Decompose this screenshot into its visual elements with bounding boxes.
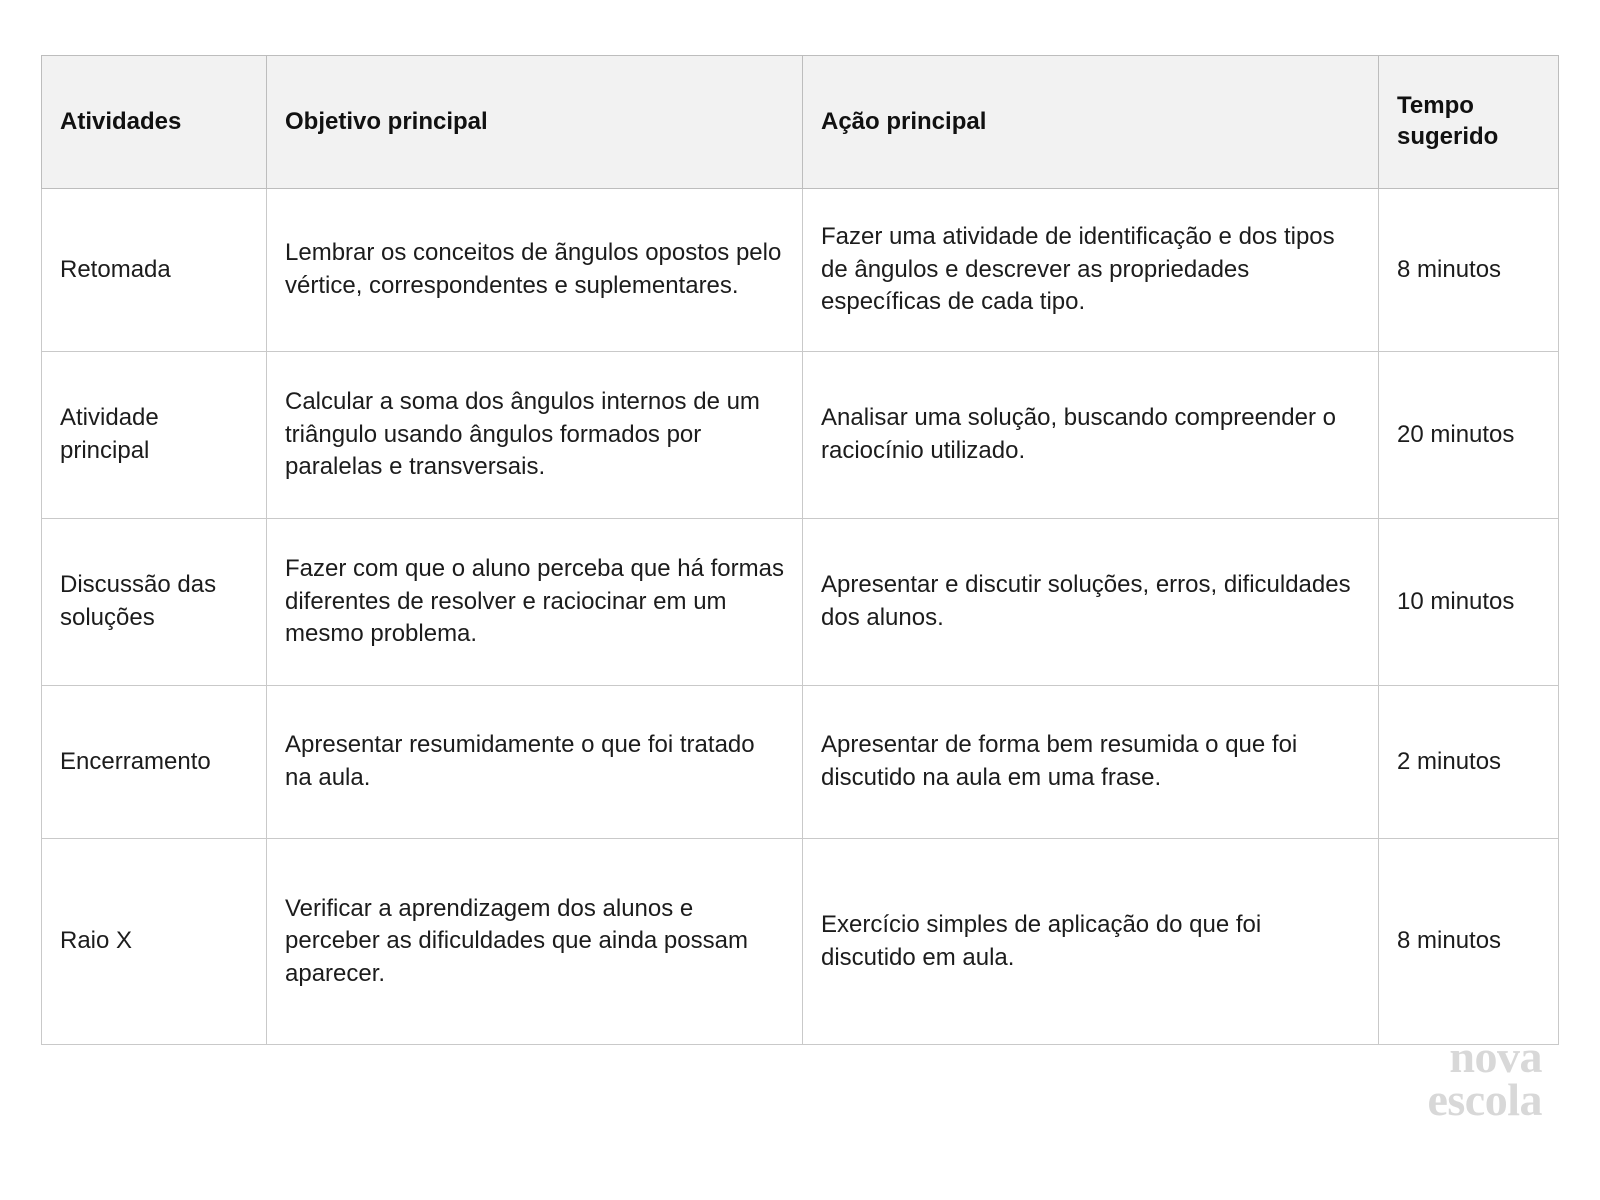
cell-objetivo: Calcular a soma dos ângulos internos de um triângulo usando ângulos formados por paralelas e transversais. bbox=[267, 352, 803, 519]
cell-objetivo: Verificar a aprendizagem dos alunos e perceber as dificuldades que ainda possam aparecer. bbox=[267, 839, 803, 1045]
column-header-atividades: Atividades bbox=[42, 56, 267, 189]
cell-tempo: 2 minutos bbox=[1379, 686, 1559, 839]
cell-acao: Fazer uma atividade de identificação e dos tipos de ângulos e descrever as propriedades específicas de cada tipo. bbox=[803, 189, 1379, 352]
table-row bbox=[42, 352, 1559, 519]
cell-objetivo: Fazer com que o aluno perceba que há formas diferentes de resolver e raciocinar em um mesmo problema. bbox=[267, 519, 803, 686]
cell-objetivo: Lembrar os conceitos de ãngulos opostos pelo vértice, correspondentes e suplementares. bbox=[267, 189, 803, 352]
cell-atividade: Discussão das soluções bbox=[42, 519, 267, 686]
cell-objetivo: Apresentar resumidamente o que foi tratado na aula. bbox=[267, 686, 803, 839]
cell-acao: Exercício simples de aplicação do que foi discutido em aula. bbox=[803, 839, 1379, 1045]
cell-tempo: 8 minutos bbox=[1379, 189, 1559, 352]
table-row bbox=[42, 519, 1559, 686]
column-header-objetivo-principal: Objetivo principal bbox=[267, 56, 803, 189]
cell-atividade: Encerramento bbox=[42, 686, 267, 839]
cell-tempo: 8 minutos bbox=[1379, 839, 1559, 1045]
cell-tempo: 20 minutos bbox=[1379, 352, 1559, 519]
table-header-row bbox=[42, 56, 1559, 189]
cell-atividade: Atividade principal bbox=[42, 352, 267, 519]
table-row bbox=[42, 839, 1559, 1045]
table-row bbox=[42, 189, 1559, 352]
cell-acao: Apresentar de forma bem resumida o que foi discutido na aula em uma frase. bbox=[803, 686, 1379, 839]
cell-tempo: 10 minutos bbox=[1379, 519, 1559, 686]
column-header-tempo-sugerido: Tempo sugerido bbox=[1379, 56, 1559, 189]
column-header-acao-principal: Ação principal bbox=[803, 56, 1379, 189]
table-body bbox=[42, 189, 1559, 1045]
logo-line-escola: escola bbox=[1427, 1074, 1542, 1126]
logo-line-nova: nova bbox=[1449, 1030, 1542, 1082]
cell-acao: Apresentar e discutir soluções, erros, dificuldades dos alunos. bbox=[803, 519, 1379, 686]
lesson-plan-table bbox=[41, 55, 1559, 1045]
cell-acao: Analisar uma solução, buscando compreender o raciocínio utilizado. bbox=[803, 352, 1379, 519]
cell-atividade: Retomada bbox=[42, 189, 267, 352]
cell-atividade: Raio X bbox=[42, 839, 267, 1045]
table-row bbox=[42, 686, 1559, 839]
nova-escola-logo bbox=[1427, 1030, 1542, 1126]
table-header bbox=[42, 56, 1559, 189]
